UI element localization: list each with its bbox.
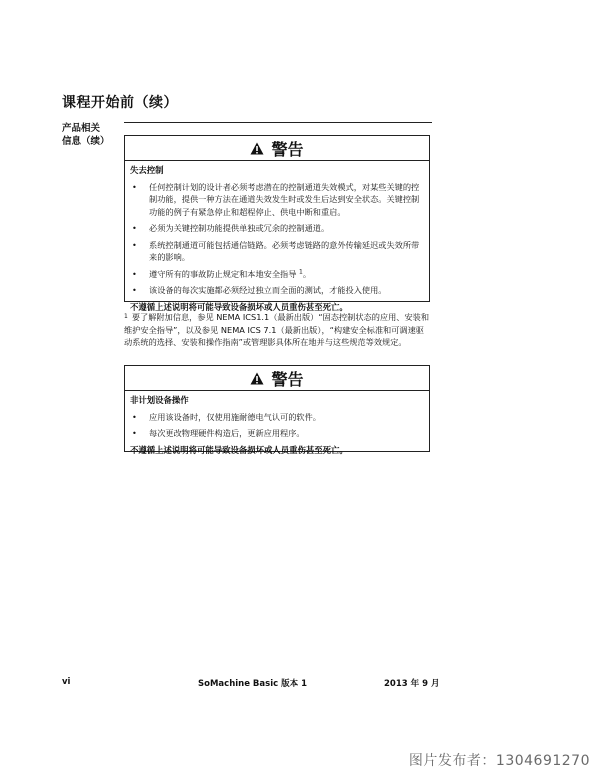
title-divider [124, 122, 432, 123]
section-label-line1: 产品相关 [62, 123, 101, 134]
list-item [130, 268, 424, 281]
document-title: SoMachine Basic 版本 1 [198, 679, 307, 689]
list-item [130, 427, 424, 440]
footnote-marker: 1 [124, 313, 128, 320]
page-title: 课程开始前（续） [62, 95, 178, 111]
warning-box-loss-of-control [124, 135, 430, 312]
warning-title: 警告 [271, 139, 304, 159]
footnote-text: 要了解附加信息，参见 NEMA ICS1.1（最新出版）“固态控制状态的应用、安装和维护安全指导”，以及参见 NEMA ICS 7.1（最新出版），“构建安全标准和可调速驱动系统的选择、安装和操作指南”或管理影具体所在地并与这些规范等效规定。 [124, 312, 430, 347]
watermark: 图片发布者：1304691270 [408, 753, 590, 769]
bullet-icon: • [132, 428, 137, 438]
list-item-text: 每次更改物理硬件构造后，更新应用程序。 [149, 428, 305, 438]
list-item [130, 222, 424, 235]
section-label [62, 122, 120, 148]
footnote-reference: 1 [299, 267, 303, 275]
list-item-text: 必须为关键控制功能提供单独或冗余的控制通道。 [149, 223, 330, 233]
list-item-text: 遵守所有的事故防止规定和本地安全指导 [149, 268, 297, 279]
footnote [124, 311, 430, 349]
bullet-icon: • [132, 223, 137, 233]
list-item-punct: 。 [302, 268, 312, 279]
warning-triangle-icon [250, 372, 264, 385]
warning-triangle-icon [250, 142, 264, 155]
list-item [130, 239, 424, 264]
publication-date: 2013 年 9 月 [384, 679, 440, 689]
list-item [130, 284, 424, 297]
warning-box-unintended-operation [124, 365, 430, 455]
bullet-icon: • [132, 239, 137, 250]
list-item-text: 系统控制通道可能包括通信链路。必须考虑链路的意外传输延迟或失效所带来的影响。 [149, 239, 420, 262]
bullet-icon: • [132, 411, 137, 422]
page-number: vi [62, 677, 71, 687]
list-item-text: 应用该设备时，仅使用施耐德电气认可的软件。 [149, 411, 321, 422]
section-label-line2: 信息（续） [62, 136, 110, 147]
list-item [130, 181, 424, 219]
list-item-text: 该设备的每次实施都必须经过独立而全面的测试，才能投入使用。 [149, 285, 387, 295]
warning-header [125, 136, 429, 161]
bullet-icon: • [132, 181, 137, 192]
warning-subtitle: 失去控制 [130, 165, 164, 175]
bullet-icon: • [132, 268, 137, 279]
bullet-icon: • [132, 285, 137, 295]
list-item [130, 411, 424, 424]
warning-subtitle: 非计划设备操作 [130, 395, 189, 405]
warning-consequence: 不遵循上述说明将可能导致设备损坏或人员重伤甚至死亡。 [130, 301, 348, 312]
warning-title: 警告 [271, 369, 304, 389]
warning-header [125, 366, 429, 391]
warning-consequence: 不遵循上述说明将可能导致设备损坏或人员重伤甚至死亡。 [130, 444, 348, 455]
list-item-text: 任何控制计划的设计者必须考虑潜在的控制通道失效模式，对某些关键的控制功能，提供一种方法在通道失效发生时或发生后达到安全状态。关键控制功能的例子有紧急停止和超程停止、供电中断和重启。 [149, 181, 420, 217]
